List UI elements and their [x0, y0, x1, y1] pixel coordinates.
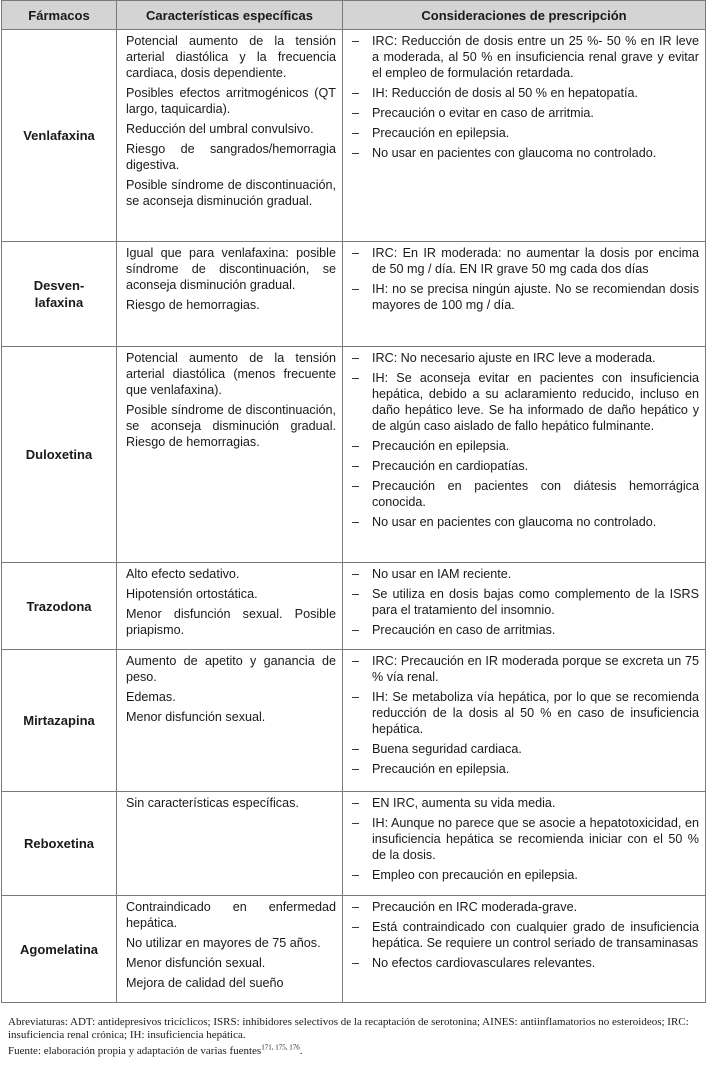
prescription-item: – Precaución en epilepsia.: [352, 761, 699, 777]
prescription-item: – IH: Reducción de dosis al 50 % en hepatopatía.: [352, 85, 699, 101]
table-row: [2, 792, 706, 896]
prescription-item: – Precaución o evitar en caso de arritmia.: [352, 105, 699, 121]
feature-item: Sin características específicas.: [126, 796, 299, 810]
table-row: [2, 563, 706, 650]
features-cell: [117, 347, 343, 563]
drug-name: Trazodona: [2, 563, 117, 650]
prescription-item: – IRC: Precaución en IR moderada porque se excreta un 75 % vía renal.: [352, 653, 699, 685]
features-cell: [117, 563, 343, 650]
drug-name: Duloxetina: [2, 347, 117, 563]
feature-item: Hipotensión ortostática.: [126, 587, 258, 601]
prescription-cell: [343, 896, 706, 1003]
prescription-list: [352, 653, 699, 777]
prescription-item: – IH: no se precisa ningún ajuste. No se recomiendan dosis mayores de 100 mg / día.: [352, 281, 699, 313]
feature-item: Igual que para venlafaxina: posible síndrome de discontinuación, se aconseja disminución gradual.: [126, 246, 336, 292]
drug-name: Reboxetina: [2, 792, 117, 896]
prescription-list: [352, 899, 699, 971]
prescription-list: [352, 33, 699, 161]
prescription-list: [352, 350, 699, 530]
feature-item: Posible síndrome de discontinuación, se aconseja disminución gradual.: [126, 178, 336, 208]
prescription-cell: [343, 650, 706, 792]
feature-item: Posible síndrome de discontinuación, se aconseja disminución gradual. Riesgo de hemorragias.: [126, 403, 336, 449]
features-cell: [117, 242, 343, 347]
prescription-item: – Precaución en cardiopatías.: [352, 458, 699, 474]
feature-item: Menor disfunción sexual.: [126, 710, 266, 724]
feature-item: Edemas.: [126, 690, 176, 704]
prescription-item: – Precaución en pacientes con diátesis hemorrágica conocida.: [352, 478, 699, 510]
prescription-item: – Precaución en epilepsia.: [352, 438, 699, 454]
prescription-item: – IH: Se aconseja evitar en pacientes con insuficiencia hepática, debido a su aclaramiento reducido, incluso en daño hepático leve. Se ha informado de daño hepático y de algún caso aislado de fallo hepático fulminante.: [352, 370, 699, 434]
table-row: [2, 347, 706, 563]
antidepressant-table: [1, 0, 706, 1003]
prescription-item: – Precaución en epilepsia.: [352, 125, 699, 141]
source-note: [8, 1045, 700, 1058]
prescription-item: – IRC: No necesario ajuste en IRC leve a moderada.: [352, 350, 699, 366]
feature-item: Reducción del umbral convulsivo.: [126, 122, 314, 136]
features-cell: [117, 650, 343, 792]
feature-item: No utilizar en mayores de 75 años.: [126, 936, 321, 950]
prescription-item: – Precaución en caso de arritmias.: [352, 622, 699, 638]
feature-item: Menor disfunción sexual. Posible priapismo.: [126, 607, 336, 637]
source-refs: 171, 175, 176: [261, 1043, 300, 1052]
drug-name: Mirtazapina: [2, 650, 117, 792]
table-row: [2, 650, 706, 792]
header-prescription: Consideraciones de prescripción: [343, 1, 706, 30]
prescription-item: – IH: Aunque no parece que se asocie a hepatotoxicidad, en insuficiencia hepática se recomienda iniciar con el 50 % de la dosis.: [352, 815, 699, 863]
prescription-list: [352, 245, 699, 313]
feature-item: Mejora de calidad del sueño: [126, 976, 284, 990]
prescription-list: [352, 566, 699, 638]
prescription-item: – No usar en IAM reciente.: [352, 566, 699, 582]
table-footnotes: [8, 1016, 700, 1061]
prescription-cell: [343, 792, 706, 896]
table-header-row: [2, 1, 706, 30]
header-features: Características específicas: [117, 1, 343, 30]
feature-item: Potencial aumento de la tensión arterial diastólica (menos frecuente que venlafaxina).: [126, 351, 336, 397]
prescription-cell: [343, 242, 706, 347]
feature-item: Aumento de apetito y ganancia de peso.: [126, 654, 336, 684]
prescription-item: – No usar en pacientes con glaucoma no controlado.: [352, 145, 699, 161]
drug-name: Desven- lafaxina: [2, 242, 117, 347]
prescription-list: [352, 795, 699, 883]
feature-item: Posibles efectos arritmogénicos (QT largo, taquicardia).: [126, 86, 336, 116]
drug-name: Venlafaxina: [2, 30, 117, 242]
source-end: .: [299, 1045, 303, 1057]
table-row: [2, 896, 706, 1003]
prescription-item: – IRC: Reducción de dosis entre un 25 %- 50 % en IR leve a moderada, al 50 % en insuficiencia renal grave y evitar el empleo de formulación retardada.: [352, 33, 699, 81]
table-row: [2, 30, 706, 242]
abbreviations-note: Abreviaturas: ADT: antidepresivos tricíclicos; ISRS: inhibidores selectivos de la recaptación de serotonina; AINES: antiinflamatorios no esteroideos; IRC: insuficiencia renal crónica; IH: insuficiencia hepática.: [8, 1016, 689, 1041]
prescription-item: – No efectos cardiovasculares relevantes.: [352, 955, 699, 971]
prescription-item: – Se utiliza en dosis bajas como complemento de la ISRS para el tratamiento del insomnio.: [352, 586, 699, 618]
prescription-cell: [343, 347, 706, 563]
feature-item: Riesgo de hemorragias.: [126, 298, 260, 312]
feature-item: Menor disfunción sexual.: [126, 956, 266, 970]
prescription-cell: [343, 30, 706, 242]
feature-item: Riesgo de sangrados/hemorragia digestiva.: [126, 142, 336, 172]
header-drug: Fármacos: [2, 1, 117, 30]
feature-item: Alto efecto sedativo.: [126, 567, 240, 581]
source-text: Fuente: elaboración propia y adaptación de varias fuentes: [8, 1045, 262, 1057]
prescription-cell: [343, 563, 706, 650]
prescription-item: – Buena seguridad cardiaca.: [352, 741, 699, 757]
prescription-item: – IRC: En IR moderada: no aumentar la dosis por encima de 50 mg / día. EN IR grave 50 mg cada dos días: [352, 245, 699, 277]
feature-item: Contraindicado en enfermedad hepática.: [126, 900, 336, 930]
prescription-item: – Empleo con precaución en epilepsia.: [352, 867, 699, 883]
prescription-item: – IH: Se metaboliza vía hepática, por lo que se recomienda reducción de la dosis al 50 % en caso de insuficiencia hepática.: [352, 689, 699, 737]
feature-item: Potencial aumento de la tensión arterial diastólica y la frecuencia cardiaca, dosis dependiente.: [126, 34, 336, 80]
drug-name: Agomelatina: [2, 896, 117, 1003]
prescription-item: – Precaución en IRC moderada-grave.: [352, 899, 699, 915]
prescription-item: – Está contraindicado con cualquier grado de insuficiencia hepática. Se requiere un control seriado de transaminasas: [352, 919, 699, 951]
table-row: [2, 242, 706, 347]
prescription-item: – EN IRC, aumenta su vida media.: [352, 795, 699, 811]
features-cell: [117, 896, 343, 1003]
features-cell: [117, 30, 343, 242]
features-cell: [117, 792, 343, 896]
prescription-item: – No usar en pacientes con glaucoma no controlado.: [352, 514, 699, 530]
